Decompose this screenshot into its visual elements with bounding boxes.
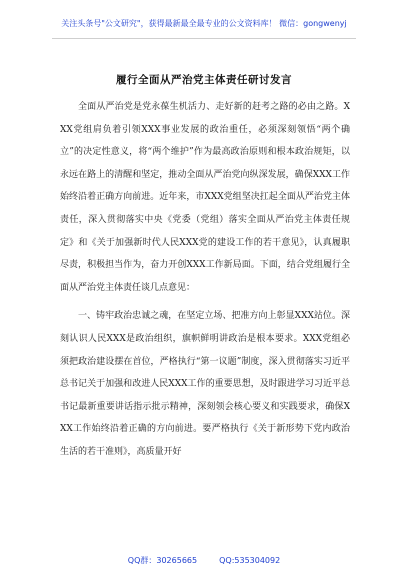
header-notice: 关注头条号"公文研究"，获得最新最全最专业的公文资料库！ 微信：gongwenyj	[61, 19, 347, 28]
header-divider	[52, 38, 356, 39]
footer-contacts	[0, 555, 408, 566]
body-paragraph-2: 一、铸牢政治忠诚之魂，在坚定立场、把准方向上彰显XXX站位。深刻认识人民XXX是政治组织，旗帜鲜明讲政治是根本要求。XXX党组必须把政治建设摆在首位，严格执行“第一议题”制度，深入贯彻落实习近平总书记关于加强和改进人民XXX工作的重要思想，及时跟进学习习近平总书记最新重要讲话指示批示精神，深刻领会核心要义和实践要求，确保XXX工作始终沿着正确的方向前进。要严格执行《关于新形势下党内政治生活的若干准则》，高质量开好	[60, 311, 350, 457]
document-title: 履行全面从严治党主体责任研讨发言	[116, 74, 292, 86]
body-paragraph-1: 全面从严治党是党永葆生机活力、走好新的赶考之路的必由之路。XXX党组肩负着引领XXX事业发展的政治重任，必须深刻领悟“两个确立”的决定性意义，将“两个维护”作为最高政治原则和根本政治规矩，以永远在路上的清醒和坚定，推动全面从严治党向纵深发展，确保XXX工作始终沿着正确方向前进。近年来，市XXX党组坚决扛起全面从严治党主体责任，深入贯彻落实中央《党委（党组）落实全面从严治党主体责任规定》和《关于加强新时代人民XXX党的建设工作的若干意见》，认真履职尽责，积极担当作为，奋力开创XXX工作新局面。下面，结合党组履行全面从严治党主体责任谈几点意见：	[60, 102, 350, 293]
footer-qq: QQ:535304092	[219, 556, 281, 565]
footer-qq-group: QQ群：30265665	[127, 556, 198, 565]
document-body	[60, 96, 350, 464]
